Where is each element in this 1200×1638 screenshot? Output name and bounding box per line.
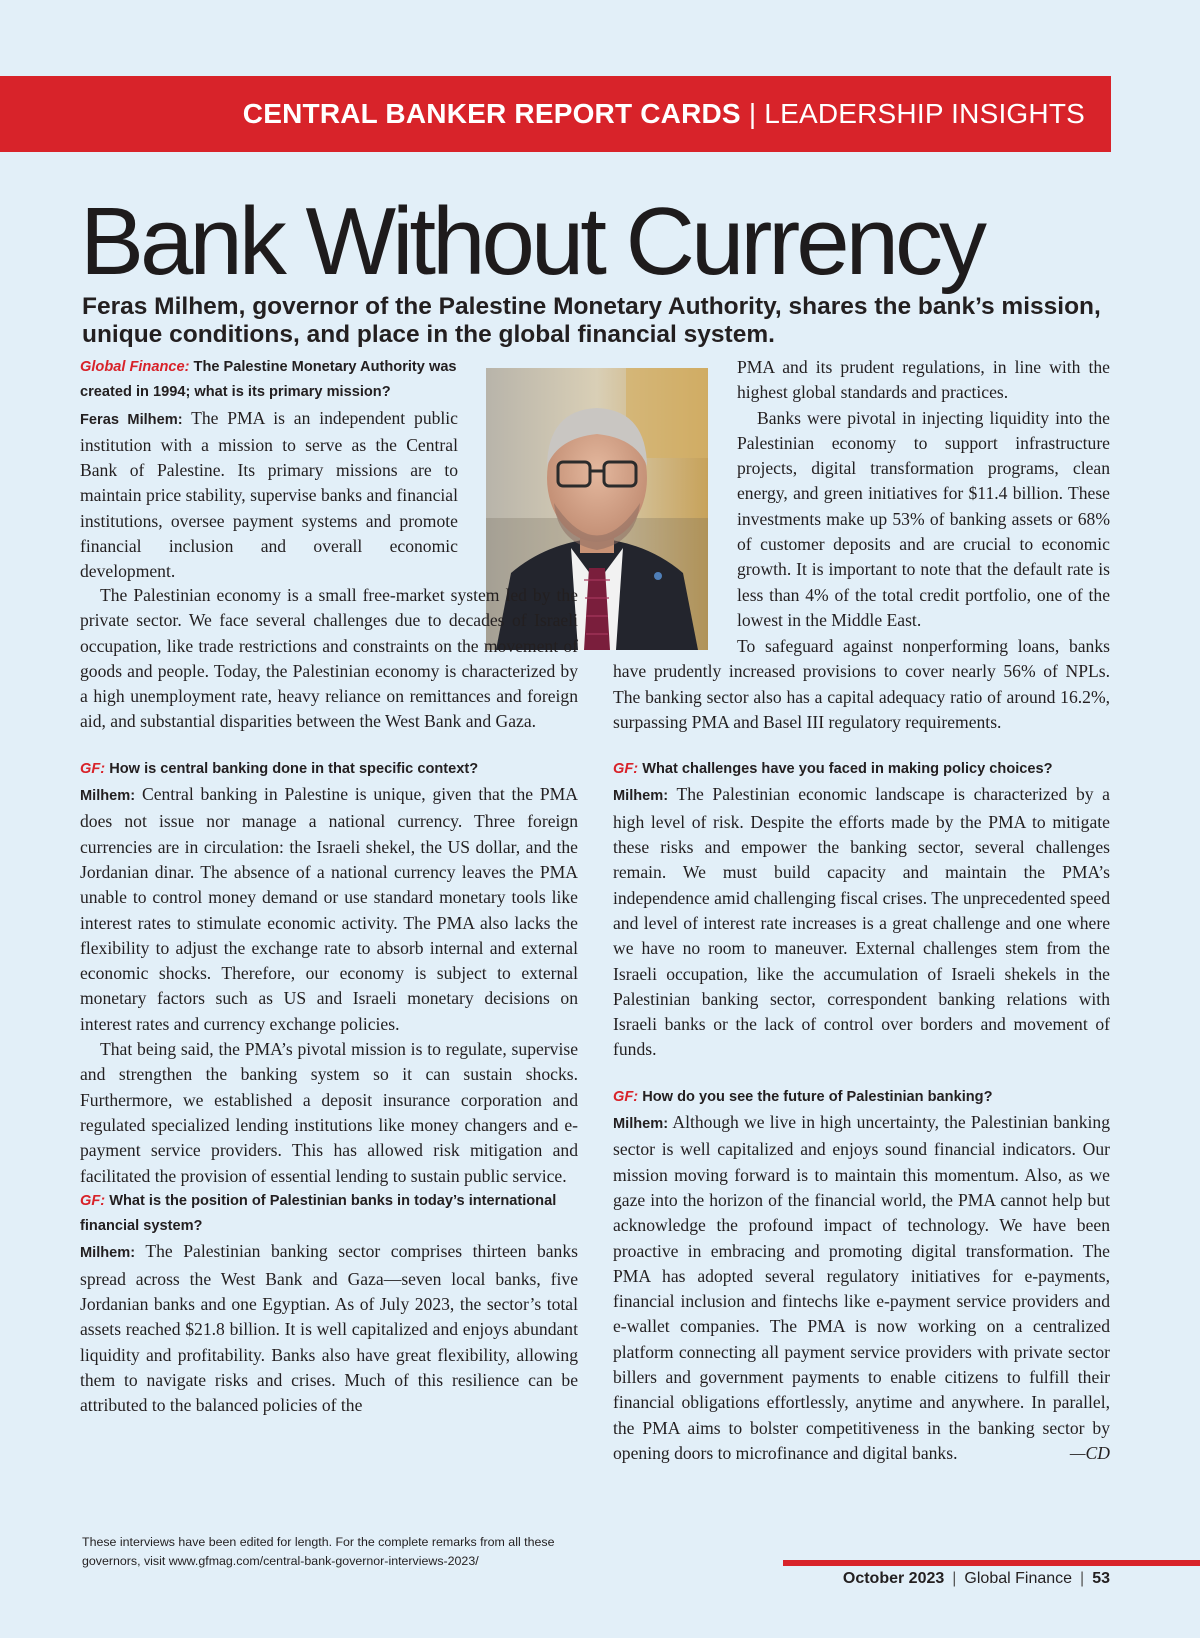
question-1 bbox=[80, 355, 458, 406]
answer-1-paragraph bbox=[80, 406, 458, 585]
answer-text: Although we live in high uncertainty, the Palestinian banking sector is well capitalized and enjoys sound financial indicators. Our mission moving forward is to maintain this momentum. Also, as we gaze into the horizon of the financial world, the PMA cannot help but acknowledge the profound impact of technology. We have been proactive in embracing and promoting digital transformation. The PMA has adopted several regulatory initiatives for e-payments, financial inclusion and fintechs like e-payment service providers and e-wallet companies. The PMA is now working on a centralized platform connecting all payment service providers with private sector billers and government payments to enable citizens to fulfill their financial obligations effortlessly, anytime and anywhere. In parallel, the PMA aims to bolster competitiveness in the banking sector by opening doors to microfinance and digital banks. bbox=[613, 1112, 1110, 1463]
answer-text: Banks were pivotal in injecting liquidity into the Palestinian economy to support infrastructure projects, digital transformation programs, clean energy, and green initiatives for $11.4 billion. These investments make up 53% of banking assets or 68% of customer deposits and are crucial to economic growth. It is important to note that the default rate is less than 4% of the total credit portfolio, one of the lowest in the Middle East. bbox=[737, 407, 1110, 630]
right-column-top bbox=[737, 355, 1110, 633]
speaker-label: Milhem: bbox=[80, 1245, 136, 1262]
answer-text: The Palestinian economic landscape is characterized by a high level of risk. Despite the efforts made by the PMA to mitigate these risks and empower the banking sector, several challenges remain. We must build capacity and maintain the PMA’s independence amid challenging fiscal crises. The unprecedented speed and level of interest rate increases is a great challenge and one where we have no room to maneuver. External challenges stem from the Israeli occupation, like the accumulation of Israeli shekels in the Palestinian banking sector, correspondent banking relations with Israeli banks or the lack of control over borders and movement of funds. bbox=[613, 784, 1110, 1060]
speaker-label: Feras Milhem: bbox=[80, 411, 183, 428]
answer-4-paragraph bbox=[613, 782, 1110, 1062]
answer-text: To safeguard against nonperforming loans, banks have prudently increased provisions to cover nearly 56% of NPLs. The banking sector also has a capital adequacy ratio of around 16.2%, surpassing PMA and Basel III regulatory requirements. bbox=[613, 636, 1110, 732]
answer-2-paragraph bbox=[80, 782, 578, 1037]
answer-3-paragraph bbox=[80, 1239, 578, 1418]
question-3 bbox=[80, 1189, 578, 1240]
author-signature: —CD bbox=[1069, 1442, 1110, 1463]
speaker-label: Milhem: bbox=[613, 1116, 669, 1133]
footnote: These interviews have been edited for length. For the complete remarks from all these governors, visit www.gfmag.com/central-bank-governor-interviews-2023/ bbox=[82, 1535, 555, 1568]
article-deck: Feras Milhem, governor of the Palestine Monetary Authority, shares the bank’s mission, unique conditions, and place in the global financial system. bbox=[82, 293, 1101, 348]
question-text: What is the position of Palestinian banks in today’s international financial system? bbox=[80, 1192, 557, 1235]
section-label: CENTRAL BANKER REPORT CARDS bbox=[242, 98, 741, 129]
answer-5-paragraph bbox=[613, 1110, 1110, 1466]
interviewer-label: Global Finance: bbox=[80, 359, 190, 375]
answer-2-paragraph-2 bbox=[80, 1037, 578, 1189]
answer-text: The Palestinian banking sector comprises thirteen banks spread across the West Bank and Gaza—seven local banks, five Jordanian banks and one Egyptian. As of July 2023, the sector’s total assets reached $21.8 billion. It is well capitalized and enjoys abundant liquidity and profitability. Banks also have great flexibility, allowing them to navigate risks and crises. Much of this resilience can be attributed to the balanced policies of the bbox=[80, 1241, 578, 1416]
question-2 bbox=[80, 757, 578, 782]
banner-separator: | bbox=[748, 98, 757, 129]
page-folio bbox=[843, 1570, 1110, 1588]
subsection-label: LEADERSHIP INSIGHTS bbox=[764, 98, 1085, 129]
article-title: Bank Without Currency bbox=[80, 188, 984, 295]
question-5 bbox=[613, 1085, 1110, 1110]
publication-name: Global Finance bbox=[964, 1570, 1073, 1587]
folio-separator: | bbox=[1080, 1570, 1085, 1587]
speaker-label: Milhem: bbox=[80, 788, 136, 805]
question-text: What challenges have you faced in making policy choices? bbox=[642, 761, 1053, 778]
right-column-bottom bbox=[613, 634, 1110, 1466]
left-column-continued bbox=[80, 583, 578, 1419]
interviewer-label: GF: bbox=[80, 1192, 106, 1209]
answer-text: Central banking in Palestine is unique, given that the PMA does not issue nor manage a national currency. Three foreign currencies are in circulation: the Israeli shekel, the US dollar, and the Jordanian dinar. The absence of a national currency leaves the PMA unable to control money demand or use standard monetary tools like interest rates to stimulate economic activity. The PMA also lacks the flexibility to adjust the exchange rate to absorb internal and external economic shocks. Therefore, our economy is subject to external monetary factors such as US and Israeli monetary decisions on interest rates and currency exchange policies. bbox=[80, 784, 578, 1034]
left-column-top bbox=[80, 355, 458, 585]
answer-text: PMA and its prudent regulations, in line with the highest global standards and practices. bbox=[737, 357, 1110, 403]
interviewer-label: GF: bbox=[80, 760, 106, 777]
speaker-label: Milhem: bbox=[613, 788, 669, 805]
issue-date: October 2023 bbox=[842, 1570, 945, 1587]
question-text: How do you see the future of Palestinian banking? bbox=[642, 1088, 993, 1105]
answer-text: The PMA is an independent public institution with a mission to serve as the Central Bank of Palestine. Its primary missions are to maintain price stability, supervise banks and financial institutions, oversee payment systems and promote financial inclusion and overall economic development. bbox=[80, 407, 458, 582]
interviewer-label: GF: bbox=[613, 761, 639, 778]
folio-separator: | bbox=[952, 1570, 957, 1587]
question-text: The Palestine Monetary Authority was created in 1994; what is its primary mission? bbox=[80, 359, 457, 401]
answer-text: That being said, the PMA’s pivotal mission is to regulate, supervise and strengthen the banking system so it can sustain shocks. Furthermore, we established a deposit insurance corporation and regulated specialized lending institutions like money changers and e-payment service providers. This has allowed risk mitigation and facilitated the provision of essential lending to sustain public service. bbox=[80, 1039, 578, 1186]
answer-1-paragraph-2 bbox=[80, 583, 578, 735]
question-text: How is central banking done in that specific context? bbox=[109, 760, 479, 777]
answer-text: The Palestinian economy is a small free-market system led by the private sector. We face several challenges due to decades of Israeli occupation, like trade restrictions and constraints on the movement of goods and people. Today, the Palestinian economy is characterized by a high unemployment rate, heavy reliance on remittances and foreign aid, and substantial disparities between the West Bank and Gaza. bbox=[80, 585, 578, 732]
page-number: 53 bbox=[1092, 1570, 1110, 1587]
answer-3-continued bbox=[737, 355, 1110, 406]
footer-rule bbox=[783, 1560, 1200, 1566]
question-4 bbox=[613, 757, 1110, 782]
section-banner bbox=[0, 76, 1111, 152]
answer-3-paragraph-2 bbox=[737, 406, 1110, 634]
answer-3-paragraph-3 bbox=[613, 634, 1110, 735]
interviewer-label: GF: bbox=[613, 1088, 639, 1105]
